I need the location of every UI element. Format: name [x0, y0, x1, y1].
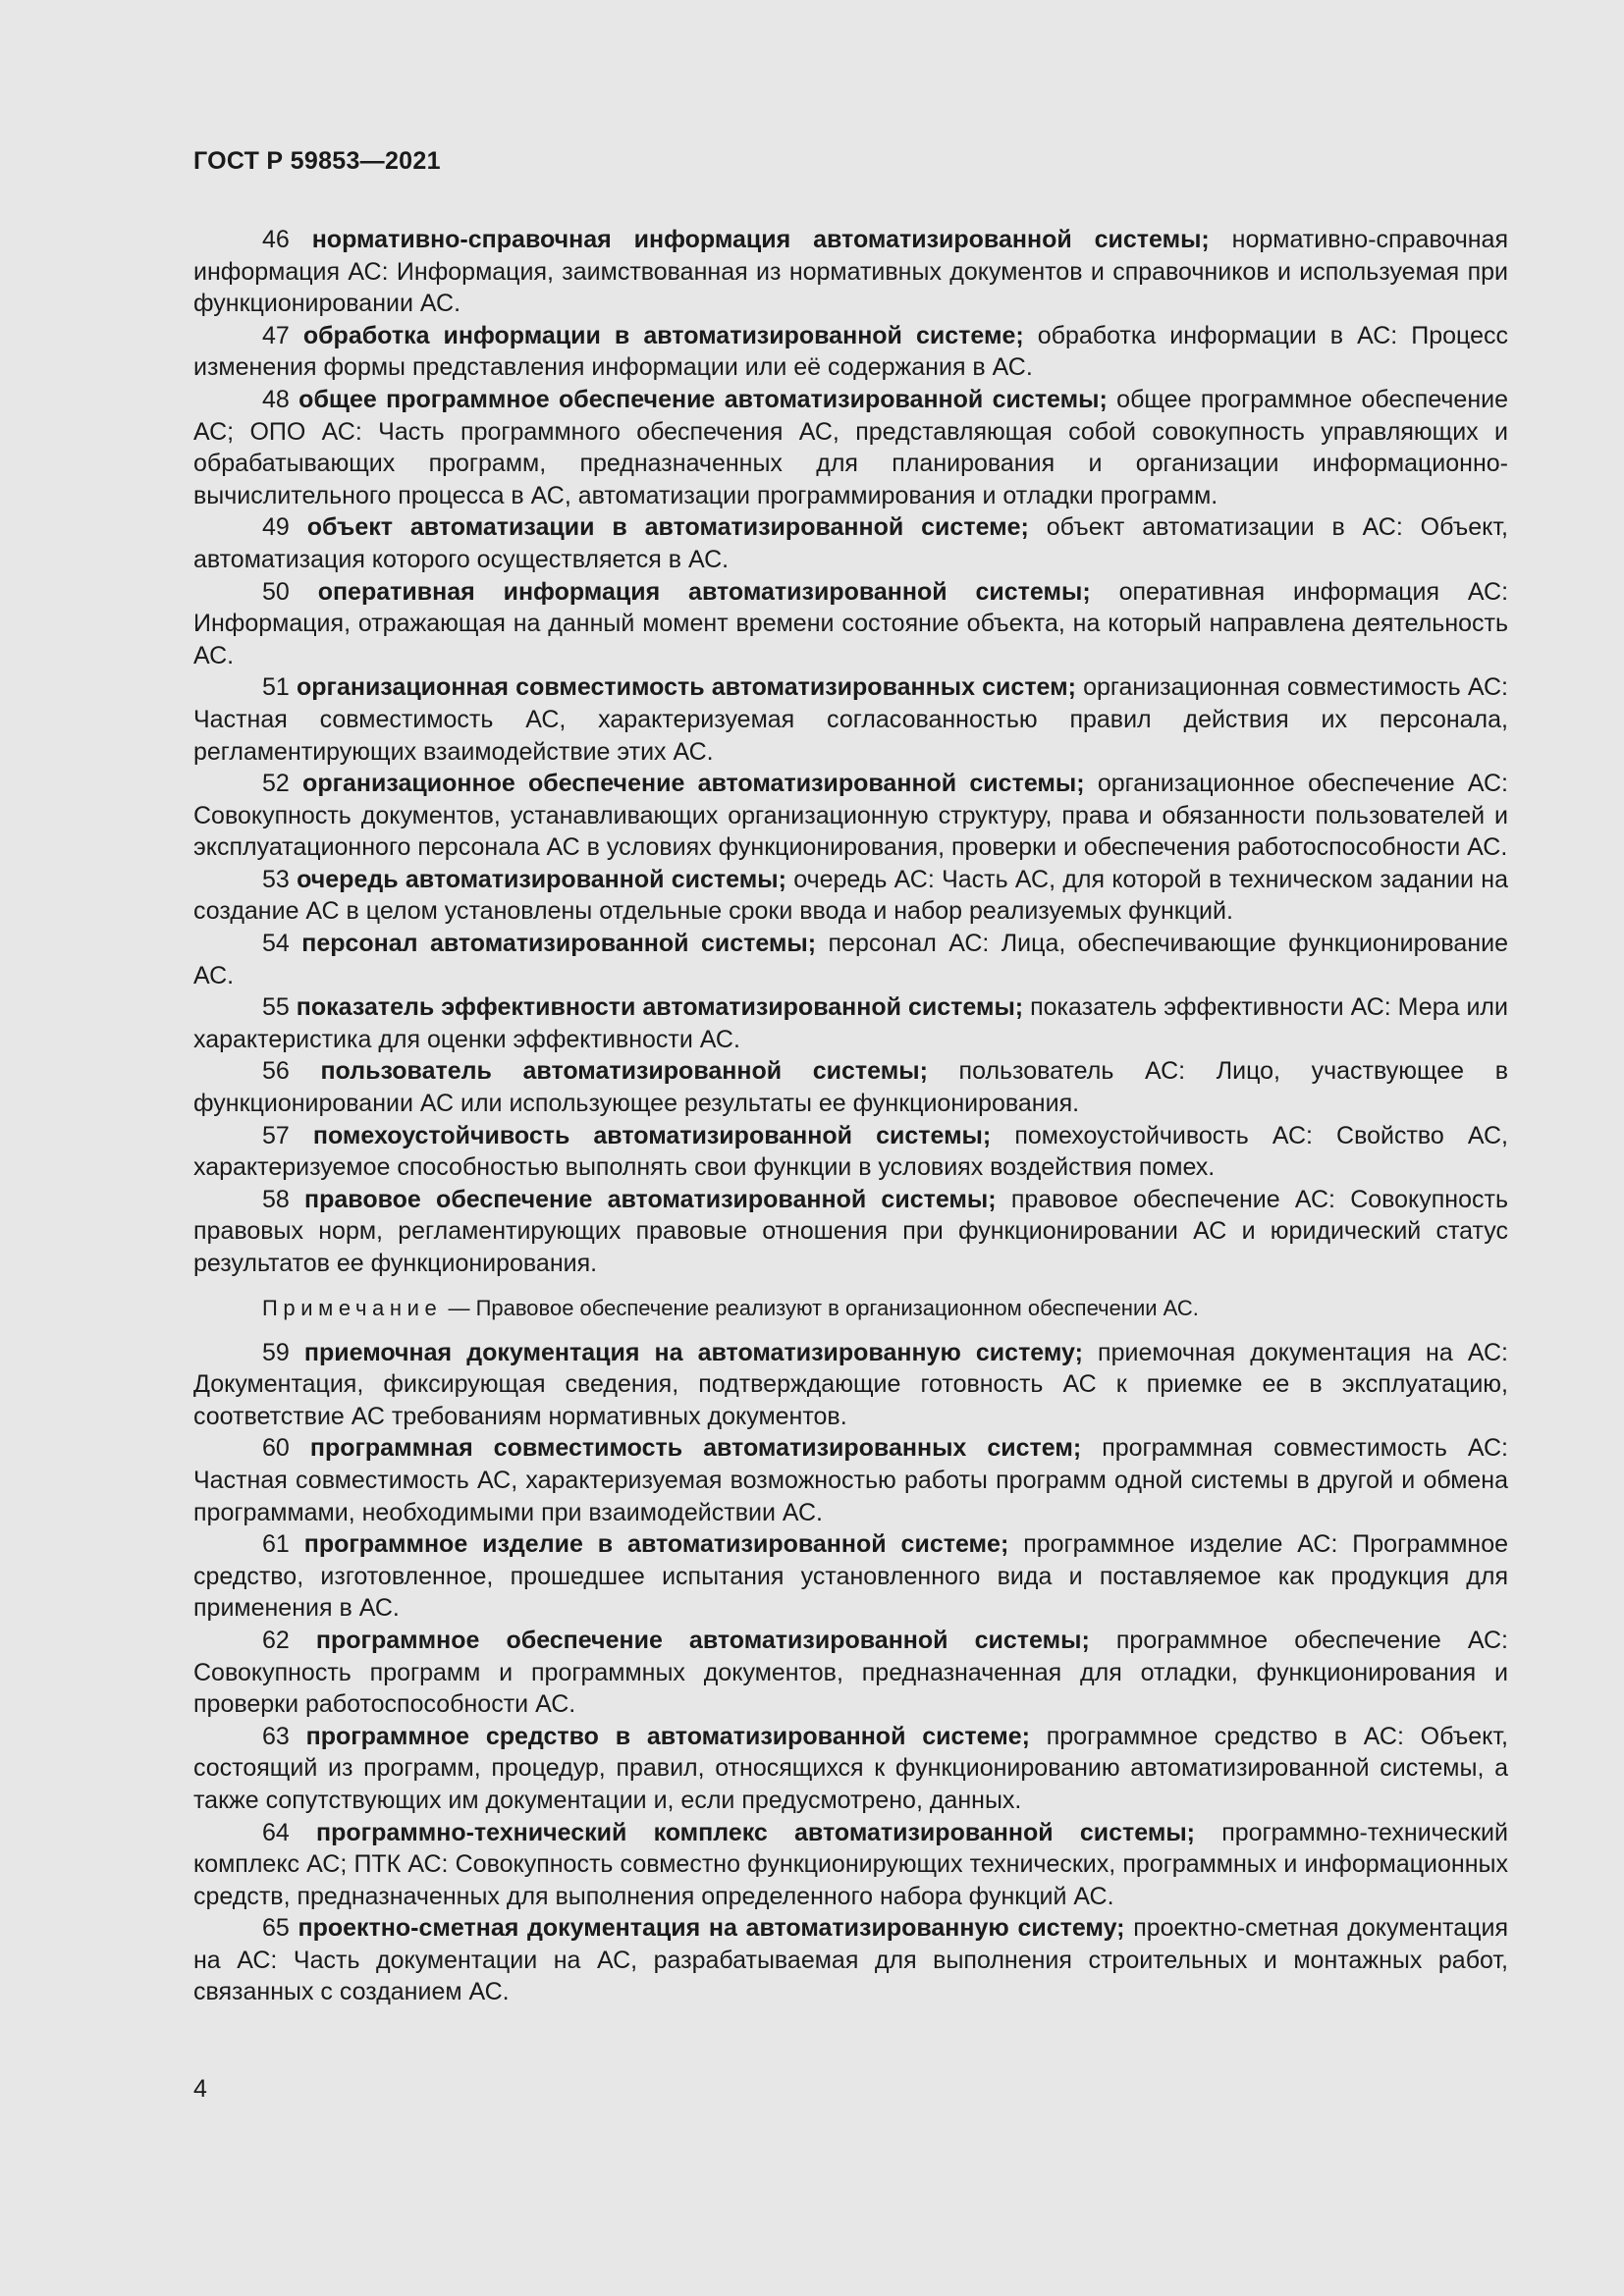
terms-list-continued	[193, 1337, 1508, 2008]
term-entry	[193, 1625, 1508, 1721]
term-number: 48	[262, 385, 290, 413]
term-definition: общее программное обеспечение АС; ОПО АС: Часть программного обеспечения АС, представляющая собой совокупность управляющих и обрабатывающих программ, предназначенных для планирования и организации информационно-вычислительного процесса в АС, автоматизации программирования и отладки программ.	[193, 385, 1509, 509]
term-name: обработка информации в автоматизированной системе;	[302, 321, 1024, 349]
term-entry	[193, 1912, 1508, 2008]
term-entry	[193, 671, 1508, 768]
term-definition: программное средство в АС: Объект, состоящий из программ, процедур, правил, относящихся к функционированию автоматизированной системы, а также сопутствующих им документации и, если предусмотрено, данных.	[193, 1722, 1508, 1814]
term-name: персонал автоматизированной системы;	[301, 930, 817, 958]
note	[193, 1294, 1508, 1323]
term-definition: очередь АС: Часть АС, для которой в техническом задании на создание АС в целом установлены отдельные сроки ввода и набор реализуемых функций.	[193, 865, 1509, 926]
term-number: 54	[262, 930, 290, 958]
term-entry	[193, 320, 1508, 384]
term-number: 56	[262, 1057, 290, 1086]
term-name: правовое обеспечение автоматизированной системы;	[304, 1185, 997, 1213]
term-name: показатель эффективности автоматизированной системы;	[296, 993, 1024, 1022]
term-name: проектно-сметная документация на автоматизированную систему;	[298, 1914, 1125, 1943]
term-number: 52	[262, 770, 290, 798]
term-definition: организационное обеспечение АС: Совокупность документов, устанавливающих организационную структуру, права и обязанности пользователей и эксплуатационного персонала АС в условиях функционирования, проверки и обеспечения работоспособности АС.	[193, 770, 1508, 862]
term-entry	[193, 1120, 1508, 1184]
term-entry	[193, 1721, 1508, 1817]
term-entry	[193, 928, 1508, 991]
term-name: очередь автоматизированной системы;	[297, 865, 786, 893]
term-definition: организационная совместимость АС: Частная совместимость АС, характеризуемая согласованностью правил действия их персонала, регламентирующих взаимодействие этих АС.	[193, 673, 1508, 766]
term-name: программное изделие в автоматизированной системе;	[303, 1530, 1009, 1559]
term-definition: программная совместимость АС: Частная совместимость АС, характеризуемая возможностью работы программ одной системы в другой и обмена программами, необходимыми при взаимодействии АС.	[193, 1434, 1509, 1526]
term-definition: проектно-сметная документация на АС: Часть документации на АС, разрабатываемая для выполнения строительных и монтажных работ, связанных с созданием АС.	[193, 1914, 1508, 2006]
term-number: 51	[262, 673, 290, 702]
term-number: 57	[262, 1121, 290, 1149]
term-name: программно-технический комплекс автоматизированной системы;	[316, 1818, 1195, 1846]
term-number: 49	[262, 513, 290, 542]
page-number: 4	[193, 2075, 207, 2103]
term-name: общее программное обеспечение автоматизированной системы;	[298, 385, 1108, 413]
term-name: оперативная информация автоматизированной системы;	[317, 577, 1091, 606]
term-definition: нормативно-справочная информация АС: Информация, заимствованная из нормативных документов и справочников и используемая при функционировании АС.	[193, 226, 1509, 318]
term-number: 53	[262, 865, 290, 893]
term-name: помехоустойчивость автоматизированной системы;	[312, 1121, 992, 1149]
term-number: 59	[262, 1338, 290, 1366]
term-definition: программное изделие АС: Программное средство, изготовленное, прошедшее испытания установленного вида и поставляемое как продукция для применения в АС.	[193, 1530, 1509, 1623]
term-number: 58	[262, 1185, 290, 1213]
term-entry	[193, 1817, 1508, 1913]
term-number: 62	[262, 1626, 290, 1654]
term-number: 65	[262, 1914, 290, 1943]
term-entry	[193, 1432, 1508, 1528]
term-entry	[193, 864, 1508, 928]
term-number: 60	[262, 1434, 290, 1463]
term-name: пользователь автоматизированной системы;	[320, 1057, 928, 1086]
note-text: — Правовое обеспечение реализуют в организационном обеспечении АС.	[442, 1295, 1199, 1320]
term-definition: программно-технический комплекс АС; ПТК АС: Совокупность совместно функционирующих технических, программных и информационных средств, предназначенных для выполнения определенного набора функций АС.	[193, 1818, 1508, 1910]
term-name: программная совместимость автоматизированных систем;	[309, 1434, 1082, 1463]
term-definition: программное обеспечение АС: Совокупность программ и программных документов, предназначенная для отладки, функционирования и проверки работоспособности АС.	[193, 1626, 1508, 1719]
terms-content	[193, 224, 1508, 2008]
term-name: объект автоматизации в автоматизированной системе;	[306, 513, 1029, 542]
term-entry	[193, 224, 1508, 320]
term-definition: объект автоматизации в АС: Объект, автоматизация которого осуществляется в АС.	[193, 513, 1508, 573]
term-definition: персонал АС: Лица, обеспечивающие функционирование АС.	[193, 930, 1508, 989]
term-number: 63	[262, 1722, 290, 1750]
term-entry	[193, 991, 1508, 1055]
term-definition: приемочная документация на АС: Документация, фиксирующая сведения, подтверждающие готовность АС к приемке ее в эксплуатацию, соответствие АС требованиям нормативных документов.	[193, 1338, 1508, 1430]
term-name: приемочная документация на автоматизированную систему;	[303, 1338, 1083, 1366]
term-entry	[193, 1337, 1508, 1433]
term-entry	[193, 511, 1508, 575]
term-name: организационная совместимость автоматизированных систем;	[296, 673, 1076, 702]
term-definition: пользователь АС: Лицо, участвующее в функционировании АС или использующее результаты ее функционирования.	[193, 1057, 1508, 1118]
term-name: организационное обеспечение автоматизированной системы;	[302, 770, 1085, 798]
term-definition: обработка информации в АС: Процесс изменения формы представления информации или её содержания в АС.	[193, 321, 1508, 382]
term-number: 64	[262, 1818, 290, 1846]
term-definition: показатель эффективности АС: Мера или характеристика для оценки эффективности АС.	[193, 993, 1508, 1053]
terms-list	[193, 224, 1508, 1280]
term-name: программное средство в автоматизированной системе;	[305, 1722, 1030, 1750]
term-number: 46	[262, 226, 290, 253]
term-definition: правовое обеспечение АС: Совокупность правовых норм, регламентирующих правовые отношения при функционировании АС и юридический статус результатов ее функционирования.	[193, 1185, 1508, 1277]
term-definition: оперативная информация АС: Информация, отражающая на данный момент времени состояние объекта, на который направлена деятельность АС.	[193, 577, 1509, 669]
term-entry	[193, 1184, 1508, 1280]
term-name: нормативно-справочная информация автоматизированной системы;	[311, 226, 1210, 253]
term-entry	[193, 384, 1508, 511]
term-number: 55	[262, 993, 290, 1022]
term-entry	[193, 1055, 1508, 1119]
term-definition: помехоустойчивость АС: Свойство АС, характеризуемое способностью выполнять свои функции в условиях воздействия помех.	[193, 1121, 1509, 1182]
term-number: 61	[262, 1530, 290, 1559]
document-header: ГОСТ Р 59853—2021	[193, 147, 441, 175]
term-number: 47	[262, 321, 290, 349]
term-entry	[193, 768, 1508, 864]
term-entry	[193, 1528, 1508, 1625]
term-number: 50	[262, 577, 290, 606]
term-entry	[193, 576, 1508, 672]
term-name: программное обеспечение автоматизированной системы;	[315, 1626, 1090, 1654]
note-label: Примечание	[262, 1295, 443, 1320]
